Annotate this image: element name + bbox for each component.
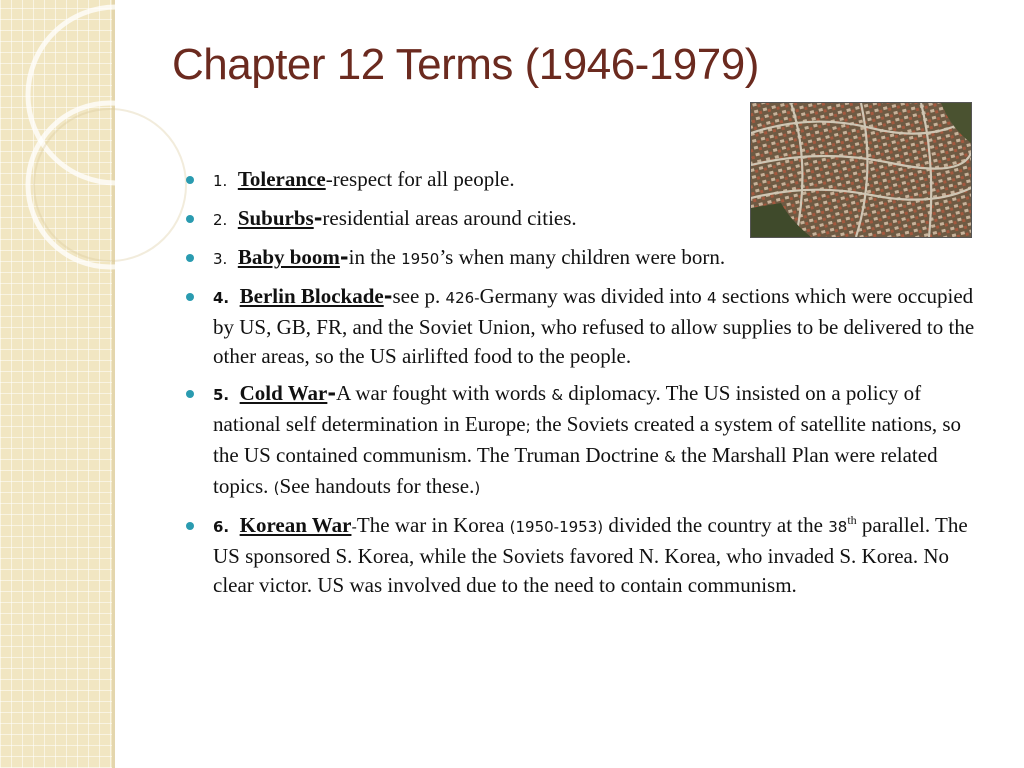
bullet-icon xyxy=(186,390,194,398)
term-definition-prefix: see p. xyxy=(392,284,446,308)
term-paren-close: ) xyxy=(474,479,481,497)
term-word: Cold War xyxy=(239,381,328,405)
term-number: 4. xyxy=(213,289,230,307)
term-count: 4 xyxy=(707,289,717,307)
term-separator: - xyxy=(383,284,393,308)
term-definition-c: parallel. The US sponsored S. Korea, while the Soviets favored N. Korea, who invaded S. Korea. No clear victor. US was involved due to the need to contain communism. xyxy=(213,513,968,597)
term-separator: - xyxy=(325,167,333,191)
term-semicolon: ; xyxy=(525,417,531,435)
term-item-suburbs xyxy=(186,204,986,235)
term-separator: - xyxy=(313,206,323,230)
bullet-icon xyxy=(186,522,194,530)
term-number: 3. xyxy=(213,250,228,268)
term-years: (1950-1953) xyxy=(509,518,604,536)
term-separator: - xyxy=(327,381,337,405)
term-number: 5. xyxy=(213,386,230,404)
term-number: 1. xyxy=(213,172,228,190)
term-year: 1950 xyxy=(401,250,440,268)
term-definition-prefix: in the xyxy=(348,245,402,269)
terms-list xyxy=(186,165,986,608)
term-definition: respect for all people. xyxy=(332,167,515,191)
term-number: 2. xyxy=(213,211,228,229)
page-title: Chapter 12 Terms (1946-1979) xyxy=(172,40,759,89)
term-item-korean-war xyxy=(186,511,986,600)
term-word: Baby boom xyxy=(237,245,340,269)
term-word: Tolerance xyxy=(237,167,326,191)
term-definition: ’s when many children were born. xyxy=(439,245,726,269)
bullet-icon xyxy=(186,254,194,262)
term-definition-a: The war in Korea xyxy=(356,513,510,537)
term-definition-e: See handouts for these. xyxy=(279,474,475,498)
term-number: 6. xyxy=(213,518,230,536)
term-definition: residential areas around cities. xyxy=(322,206,577,230)
term-page-ref: 426 xyxy=(445,289,475,307)
term-item-tolerance xyxy=(186,165,986,196)
bullet-icon xyxy=(186,176,194,184)
term-word: Berlin Blockade xyxy=(239,284,384,308)
term-item-berlin-blockade xyxy=(186,282,986,371)
term-paren-open: ( xyxy=(273,479,280,497)
sidebar-divider xyxy=(112,0,115,768)
bullet-icon xyxy=(186,293,194,301)
term-definition-c: the Soviets created a system of satellite nations, so the US contained communism. The Truman Doctrine xyxy=(213,412,962,467)
term-definition-a: Germany was divided into xyxy=(479,284,708,308)
term-parallel: 38 xyxy=(828,518,848,536)
term-word: Suburbs xyxy=(237,206,314,230)
term-separator: - xyxy=(351,518,357,536)
sidebar-grid-pattern xyxy=(0,0,112,768)
term-word: Korean War xyxy=(239,513,352,537)
term-definition-b: sections which were occupied by US, GB, FR, and the Soviet Union, who refused to allow supplies to be delivered to the other areas, so the US airlifted food to the people. xyxy=(213,284,975,368)
term-separator-2: - xyxy=(474,289,480,307)
term-definition-b: divided the country at the xyxy=(603,513,829,537)
term-definition-a: A war fought with words xyxy=(336,381,552,405)
bullet-icon xyxy=(186,215,194,223)
term-definition-d: the Marshall Plan were related topics. xyxy=(213,443,938,498)
term-separator: - xyxy=(339,245,349,269)
term-ordinal-suffix: th xyxy=(847,513,857,527)
term-ampersand-2: & xyxy=(664,448,676,466)
term-definition-b: diplomacy. The US insisted on a policy of national self determination in Europe xyxy=(213,381,922,436)
term-item-cold-war xyxy=(186,379,986,503)
term-item-baby-boom xyxy=(186,243,986,274)
term-ampersand-1: & xyxy=(551,386,564,404)
